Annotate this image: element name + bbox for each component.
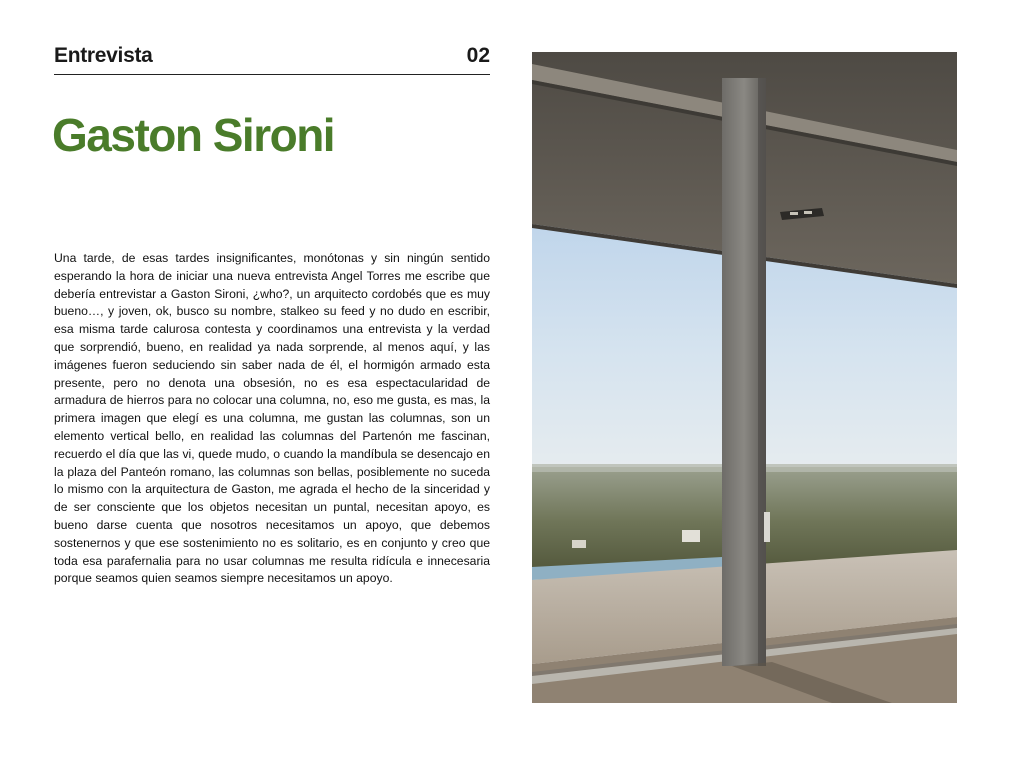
page-header	[54, 44, 490, 75]
section-label: Entrevista	[54, 44, 153, 67]
article-body: Una tarde, de esas tardes insignificantes, monótonas y sin ningún sentido esperando la hora de iniciar una nueva entrevista Angel Torres me escribe que debería entrevistar a Gaston Sironi, ¿who?, un arquitecto cordobés que es muy bueno…, y joven, ok, busco su nombre, stalkeo su feed y no dudo en escribir, esa misma tarde calurosa contesta y coordinamos una entrevista y la verdad que sorprendió, bueno, en realidad ya nada sorprende, al menos aquí, y las imágenes fueron seduciendo sin saber nada de él, el hormigón armado esta presente, pero no denota una obsesión, no es esa espectacularidad de armadura de hierros para no colocar una columna, no, eso me gusta, es mas, la primera imagen que elegí es una columna, me gustan las columnas, son un elemento vertical bello, en realidad las columnas del Partenón me fascinan, recuerdo el día que las vi, quede mudo, o cuando la mandíbula se desencajo en la plaza del Panteón romano, las columnas son bellas, posiblemente no suceda lo mismo con la arquitectura de Gaston, me agrada el hecho de la sinceridad y de ser consciente que los objetos necesitan un puntal, necesitan apoyo, es bueno darse cuenta que nosotros necesitamos un apoyo, que debemos sostenernos y que ese sostenimiento no es solitario, es en conjunto y creo que toda esa parafernalia para no usar columnas me resulta ridícula e innecesaria porque seamos quien seamos siempre necesitamos un apoyo.	[54, 251, 490, 586]
page-number: 02	[466, 44, 490, 67]
article-title: Gaston Sironi	[52, 109, 335, 161]
architecture-photo	[532, 52, 957, 703]
